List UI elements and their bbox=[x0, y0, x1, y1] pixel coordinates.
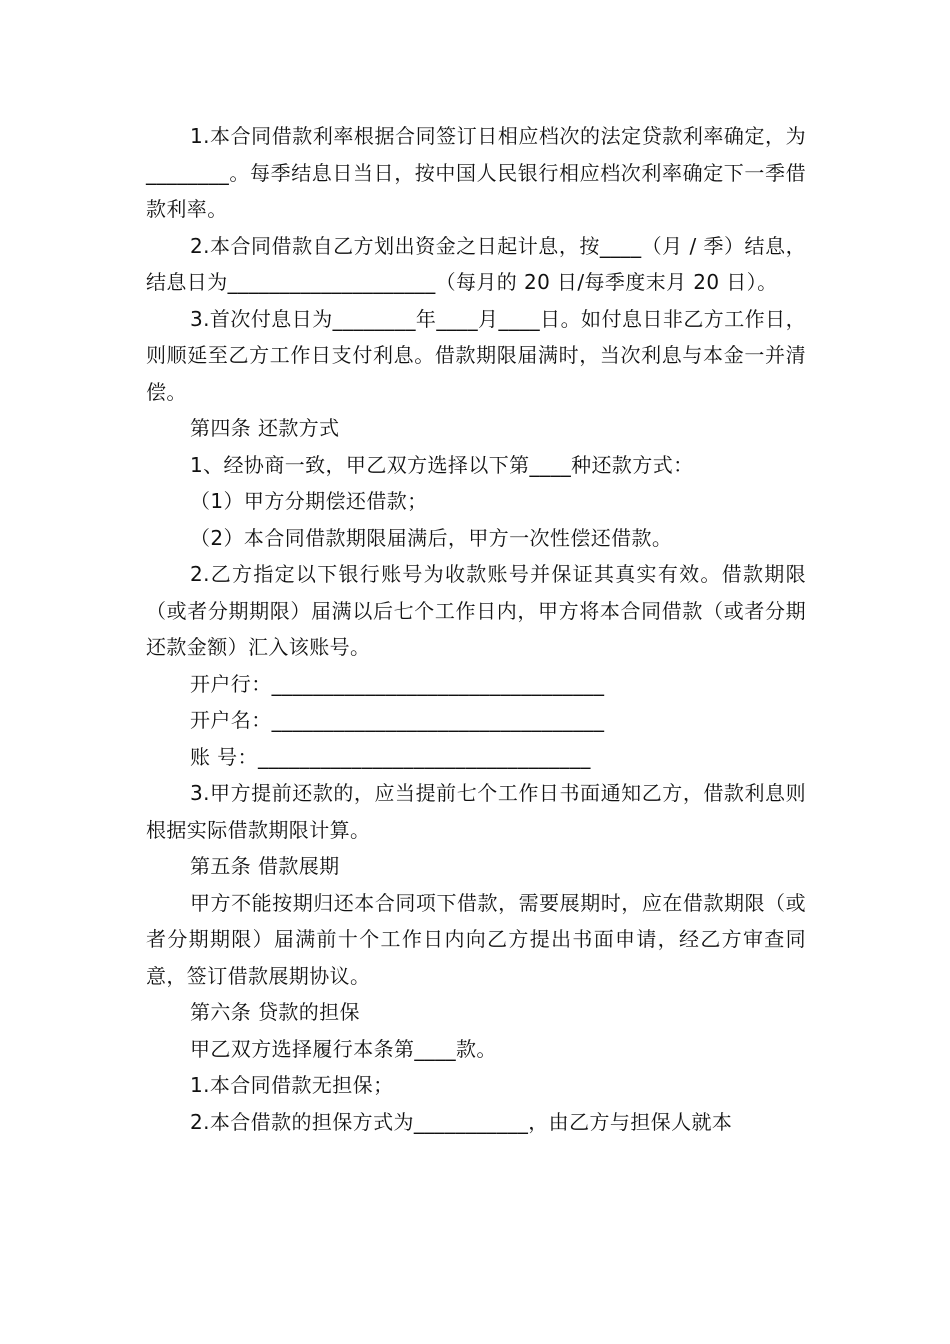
clause-interest-settlement: 2.本合同借款自乙方划出资金之日起计息，按____（月 / 季）结息，结息日为____________________（每月的 20 日/每季度末月 20 日）。 bbox=[146, 233, 806, 294]
section-heading-repayment: 第四条 还款方式 bbox=[190, 416, 340, 440]
clause-bank-account: 2.乙方指定以下银行账号为收款账号并保证其真实有效。借款期限（或者分期期限）届满以后七个工作日内，甲方将本合同借款（或者分期还款金额）汇入该账号。 bbox=[146, 562, 806, 659]
field-bank-name: 开户行：________________________________ bbox=[190, 671, 605, 696]
section-heading-guarantee: 第六条 贷款的担保 bbox=[190, 1000, 360, 1024]
clause-first-payment-date: 3.首次付息日为________年____月____日。如付息日非乙方工作日，则顺延至乙方工作日支付利息。借款期限届满时，当次利息与本金一并清偿。 bbox=[146, 306, 806, 404]
guarantee-option-1: 1.本合同借款无担保； bbox=[190, 1073, 394, 1097]
section-heading-extension: 第五条 借款展期 bbox=[190, 854, 340, 878]
clause-early-repayment: 3.甲方提前还款的，应当提前七个工作日书面通知乙方，借款利息则根据实际借款期限计算。 bbox=[146, 781, 806, 842]
clause-repayment-choice: 1、经协商一致，甲乙双方选择以下第____种还款方式： bbox=[190, 452, 694, 477]
clause-interest-rate: 1.本合同借款利率根据合同签订日相应档次的法定贷款利率确定，为________。每季结息日当日，按中国人民银行相应档次利率确定下一季借款利率。 bbox=[146, 124, 806, 221]
repayment-option-1: （1）甲方分期偿还借款； bbox=[190, 489, 428, 513]
clause-guarantee-choice: 甲乙双方选择履行本条第____款。 bbox=[190, 1036, 497, 1061]
field-account-number: 账 号：________________________________ bbox=[190, 744, 591, 769]
document-body bbox=[146, 118, 806, 1140]
guarantee-option-2: 2.本合借款的担保方式为___________，由乙方与担保人就本 bbox=[190, 1109, 733, 1134]
clause-extension: 甲方不能按期归还本合同项下借款，需要展期时，应在借款期限（或者分期期限）届满前十个工作日内向乙方提出书面申请，经乙方审查同意，签订借款展期协议。 bbox=[146, 890, 806, 988]
field-account-name: 开户名：________________________________ bbox=[190, 708, 605, 732]
repayment-option-2: （2）本合同借款期限届满后，甲方一次性偿还借款。 bbox=[190, 525, 673, 550]
